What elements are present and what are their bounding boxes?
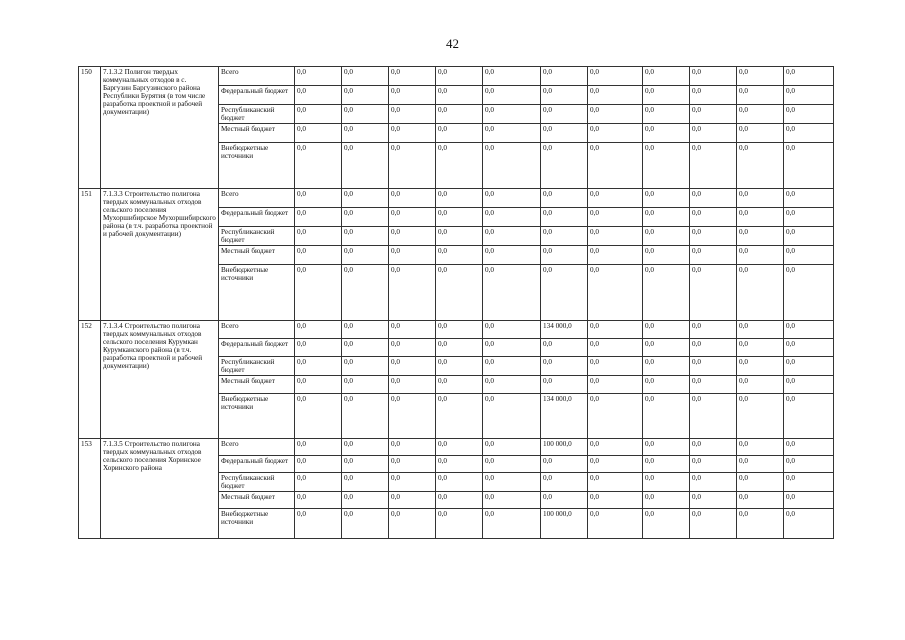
value-cell: 0,0	[784, 124, 834, 143]
value-cell: 0,0	[389, 227, 436, 246]
value-cell: 0,0	[690, 394, 737, 439]
value-cell: 0,0	[541, 143, 588, 189]
row-number: 150	[79, 67, 101, 189]
value-cell: 0,0	[389, 189, 436, 208]
table-row	[79, 67, 834, 86]
value-cell: 0,0	[342, 509, 389, 539]
value-cell: 0,0	[483, 394, 541, 439]
value-cell: 0,0	[690, 67, 737, 86]
value-cell: 0,0	[389, 339, 436, 357]
funding-source: Внебюджетные источники	[219, 509, 295, 539]
value-cell: 0,0	[389, 143, 436, 189]
value-cell: 0,0	[342, 105, 389, 124]
value-cell: 0,0	[295, 456, 342, 473]
value-cell: 0,0	[784, 439, 834, 456]
value-cell: 0,0	[737, 189, 784, 208]
value-cell: 0,0	[389, 105, 436, 124]
value-cell: 0,0	[389, 67, 436, 86]
value-cell: 0,0	[737, 357, 784, 376]
measure-name: 7.1.3.4 Строительство полигона твердых коммунальных отходов сельского поселения Курумкан Курумканского района (в т.ч. разработка проектной и рабочей документации)	[101, 321, 219, 439]
value-cell: 0,0	[541, 456, 588, 473]
value-cell: 0,0	[737, 208, 784, 227]
measure-name: 7.1.3.2 Полигон твердых коммунальных отходов в с. Баргузин Баргузинского района Республики Бурятия (в том числе разработка проектной и рабочей документации)	[101, 67, 219, 189]
value-cell: 0,0	[737, 67, 784, 86]
value-cell: 0,0	[295, 189, 342, 208]
funding-source: Всего	[219, 189, 295, 208]
value-cell: 0,0	[342, 208, 389, 227]
value-cell: 0,0	[643, 143, 690, 189]
value-cell: 0,0	[541, 265, 588, 321]
value-cell: 0,0	[389, 456, 436, 473]
value-cell: 0,0	[690, 321, 737, 339]
value-cell: 0,0	[389, 492, 436, 509]
value-cell: 0,0	[436, 67, 483, 86]
value-cell: 0,0	[436, 394, 483, 439]
value-cell: 0,0	[690, 189, 737, 208]
value-cell: 0,0	[643, 439, 690, 456]
value-cell: 0,0	[690, 124, 737, 143]
value-cell: 0,0	[342, 143, 389, 189]
funding-source: Всего	[219, 439, 295, 456]
value-cell: 0,0	[389, 357, 436, 376]
funding-source: Федеральный бюджет	[219, 339, 295, 357]
value-cell: 0,0	[690, 208, 737, 227]
value-cell: 0,0	[690, 246, 737, 265]
value-cell: 0,0	[643, 456, 690, 473]
value-cell: 0,0	[690, 265, 737, 321]
value-cell: 0,0	[295, 67, 342, 86]
value-cell: 0,0	[588, 143, 643, 189]
funding-source: Местный бюджет	[219, 246, 295, 265]
value-cell: 100 000,0	[541, 439, 588, 456]
value-cell: 0,0	[483, 492, 541, 509]
value-cell: 0,0	[588, 357, 643, 376]
value-cell: 0,0	[588, 339, 643, 357]
value-cell: 0,0	[737, 509, 784, 539]
funding-source: Всего	[219, 321, 295, 339]
value-cell: 0,0	[643, 509, 690, 539]
value-cell: 0,0	[295, 357, 342, 376]
funding-source: Внебюджетные источники	[219, 143, 295, 189]
value-cell: 0,0	[541, 67, 588, 86]
value-cell: 0,0	[295, 86, 342, 105]
value-cell: 0,0	[342, 492, 389, 509]
funding-source: Внебюджетные источники	[219, 265, 295, 321]
value-cell: 0,0	[690, 473, 737, 492]
value-cell: 0,0	[483, 473, 541, 492]
value-cell: 0,0	[643, 492, 690, 509]
value-cell: 0,0	[784, 473, 834, 492]
value-cell: 0,0	[643, 339, 690, 357]
value-cell: 0,0	[784, 67, 834, 86]
value-cell: 0,0	[588, 265, 643, 321]
value-cell: 0,0	[483, 227, 541, 246]
value-cell: 0,0	[342, 439, 389, 456]
value-cell: 0,0	[588, 509, 643, 539]
value-cell: 0,0	[643, 124, 690, 143]
value-cell: 0,0	[483, 321, 541, 339]
value-cell: 0,0	[588, 439, 643, 456]
value-cell: 0,0	[784, 376, 834, 394]
value-cell: 0,0	[784, 246, 834, 265]
funding-source: Республиканский бюджет	[219, 473, 295, 492]
value-cell: 0,0	[342, 265, 389, 321]
value-cell: 0,0	[737, 321, 784, 339]
value-cell: 0,0	[483, 339, 541, 357]
row-number: 152	[79, 321, 101, 439]
funding-source: Федеральный бюджет	[219, 456, 295, 473]
value-cell: 0,0	[643, 265, 690, 321]
value-cell: 0,0	[342, 376, 389, 394]
value-cell: 100 000,0	[541, 509, 588, 539]
value-cell: 0,0	[436, 376, 483, 394]
table-row	[79, 321, 834, 339]
value-cell: 0,0	[389, 439, 436, 456]
value-cell: 0,0	[588, 86, 643, 105]
value-cell: 0,0	[784, 492, 834, 509]
value-cell: 0,0	[295, 124, 342, 143]
value-cell: 0,0	[737, 86, 784, 105]
value-cell: 0,0	[295, 143, 342, 189]
value-cell: 0,0	[643, 208, 690, 227]
value-cell: 0,0	[436, 473, 483, 492]
value-cell: 0,0	[295, 492, 342, 509]
value-cell: 0,0	[690, 492, 737, 509]
value-cell: 0,0	[436, 208, 483, 227]
value-cell: 0,0	[436, 456, 483, 473]
value-cell: 0,0	[541, 339, 588, 357]
value-cell: 0,0	[342, 189, 389, 208]
value-cell: 0,0	[690, 143, 737, 189]
value-cell: 0,0	[737, 492, 784, 509]
value-cell: 0,0	[389, 509, 436, 539]
value-cell: 0,0	[436, 265, 483, 321]
value-cell: 0,0	[588, 394, 643, 439]
value-cell: 0,0	[784, 394, 834, 439]
value-cell: 0,0	[342, 456, 389, 473]
value-cell: 0,0	[295, 376, 342, 394]
value-cell: 0,0	[643, 246, 690, 265]
value-cell: 0,0	[295, 339, 342, 357]
value-cell: 0,0	[295, 473, 342, 492]
value-cell: 0,0	[295, 321, 342, 339]
value-cell: 0,0	[295, 394, 342, 439]
value-cell: 0,0	[342, 86, 389, 105]
value-cell: 0,0	[588, 456, 643, 473]
value-cell: 0,0	[389, 86, 436, 105]
row-number: 151	[79, 189, 101, 321]
value-cell: 0,0	[342, 246, 389, 265]
value-cell: 0,0	[389, 321, 436, 339]
funding-source: Республиканский бюджет	[219, 227, 295, 246]
measure-name: 7.1.3.5 Строительство полигона твердых коммунальных отходов сельского поселения Хоринское Хоринского района	[101, 439, 219, 539]
value-cell: 0,0	[483, 357, 541, 376]
funding-source: Местный бюджет	[219, 376, 295, 394]
funding-source: Республиканский бюджет	[219, 105, 295, 124]
funding-source: Внебюджетные источники	[219, 394, 295, 439]
value-cell: 0,0	[389, 124, 436, 143]
value-cell: 0,0	[541, 105, 588, 124]
value-cell: 0,0	[483, 124, 541, 143]
value-cell: 0,0	[295, 246, 342, 265]
value-cell: 0,0	[295, 265, 342, 321]
value-cell: 0,0	[541, 357, 588, 376]
value-cell: 0,0	[436, 509, 483, 539]
value-cell: 0,0	[737, 143, 784, 189]
value-cell: 0,0	[737, 439, 784, 456]
value-cell: 0,0	[483, 246, 541, 265]
value-cell: 0,0	[541, 246, 588, 265]
table-row	[79, 439, 834, 456]
funding-source: Республиканский бюджет	[219, 357, 295, 376]
value-cell: 0,0	[389, 265, 436, 321]
value-cell: 0,0	[342, 124, 389, 143]
value-cell: 0,0	[342, 357, 389, 376]
value-cell: 0,0	[588, 246, 643, 265]
value-cell: 0,0	[588, 376, 643, 394]
value-cell: 0,0	[436, 339, 483, 357]
value-cell: 0,0	[541, 86, 588, 105]
value-cell: 0,0	[784, 321, 834, 339]
value-cell: 0,0	[436, 321, 483, 339]
value-cell: 0,0	[588, 227, 643, 246]
value-cell: 0,0	[588, 105, 643, 124]
value-cell: 0,0	[690, 509, 737, 539]
value-cell: 0,0	[483, 143, 541, 189]
value-cell: 0,0	[541, 189, 588, 208]
value-cell: 0,0	[295, 227, 342, 246]
value-cell: 0,0	[389, 376, 436, 394]
value-cell: 0,0	[389, 208, 436, 227]
value-cell: 0,0	[643, 394, 690, 439]
value-cell: 0,0	[541, 492, 588, 509]
value-cell: 0,0	[784, 189, 834, 208]
value-cell: 0,0	[588, 492, 643, 509]
value-cell: 0,0	[784, 339, 834, 357]
value-cell: 0,0	[483, 189, 541, 208]
value-cell: 0,0	[483, 376, 541, 394]
funding-source: Федеральный бюджет	[219, 208, 295, 227]
value-cell: 0,0	[737, 473, 784, 492]
value-cell: 0,0	[342, 473, 389, 492]
value-cell: 0,0	[784, 265, 834, 321]
value-cell: 0,0	[342, 321, 389, 339]
value-cell: 0,0	[342, 394, 389, 439]
value-cell: 0,0	[737, 246, 784, 265]
value-cell: 0,0	[690, 339, 737, 357]
value-cell: 0,0	[483, 86, 541, 105]
value-cell: 0,0	[541, 124, 588, 143]
value-cell: 0,0	[295, 439, 342, 456]
value-cell: 0,0	[737, 456, 784, 473]
value-cell: 0,0	[541, 227, 588, 246]
value-cell: 0,0	[483, 208, 541, 227]
value-cell: 0,0	[342, 227, 389, 246]
value-cell: 0,0	[541, 376, 588, 394]
value-cell: 0,0	[588, 189, 643, 208]
value-cell: 0,0	[643, 321, 690, 339]
value-cell: 0,0	[784, 509, 834, 539]
funding-source: Федеральный бюджет	[219, 86, 295, 105]
value-cell: 0,0	[389, 473, 436, 492]
value-cell: 0,0	[784, 143, 834, 189]
value-cell: 0,0	[784, 227, 834, 246]
value-cell: 0,0	[483, 105, 541, 124]
value-cell: 0,0	[643, 227, 690, 246]
value-cell: 0,0	[690, 105, 737, 124]
value-cell: 0,0	[737, 394, 784, 439]
value-cell: 0,0	[436, 492, 483, 509]
value-cell: 0,0	[737, 124, 784, 143]
funding-source: Всего	[219, 67, 295, 86]
value-cell: 0,0	[643, 473, 690, 492]
value-cell: 0,0	[295, 509, 342, 539]
value-cell: 0,0	[690, 357, 737, 376]
value-cell: 0,0	[541, 473, 588, 492]
measure-name: 7.1.3.3 Строительство полигона твердых коммунальных отходов сельского поселения Мухоршибирское Мухоршибирского района (в т.ч. разработка проектной и рабочей документации)	[101, 189, 219, 321]
value-cell: 0,0	[588, 124, 643, 143]
value-cell: 0,0	[643, 67, 690, 86]
value-cell: 0,0	[342, 67, 389, 86]
value-cell: 0,0	[690, 439, 737, 456]
value-cell: 0,0	[436, 189, 483, 208]
value-cell: 0,0	[643, 357, 690, 376]
value-cell: 0,0	[389, 246, 436, 265]
value-cell: 0,0	[690, 376, 737, 394]
value-cell: 0,0	[588, 208, 643, 227]
table-row	[79, 189, 834, 208]
value-cell: 0,0	[436, 143, 483, 189]
value-cell: 0,0	[436, 124, 483, 143]
value-cell: 0,0	[588, 321, 643, 339]
value-cell: 0,0	[483, 67, 541, 86]
value-cell: 134 000,0	[541, 394, 588, 439]
value-cell: 0,0	[737, 376, 784, 394]
funding-source: Местный бюджет	[219, 124, 295, 143]
value-cell: 0,0	[342, 339, 389, 357]
value-cell: 0,0	[690, 86, 737, 105]
value-cell: 0,0	[436, 227, 483, 246]
value-cell: 0,0	[483, 439, 541, 456]
value-cell: 0,0	[784, 208, 834, 227]
value-cell: 0,0	[643, 376, 690, 394]
page-number: 42	[446, 36, 459, 51]
value-cell: 0,0	[690, 456, 737, 473]
value-cell: 0,0	[737, 105, 784, 124]
value-cell: 134 000,0	[541, 321, 588, 339]
value-cell: 0,0	[784, 456, 834, 473]
value-cell: 0,0	[588, 67, 643, 86]
value-cell: 0,0	[295, 105, 342, 124]
value-cell: 0,0	[483, 456, 541, 473]
value-cell: 0,0	[784, 86, 834, 105]
value-cell: 0,0	[436, 105, 483, 124]
value-cell: 0,0	[737, 227, 784, 246]
value-cell: 0,0	[737, 339, 784, 357]
funding-source: Местный бюджет	[219, 492, 295, 509]
value-cell: 0,0	[588, 473, 643, 492]
value-cell: 0,0	[737, 265, 784, 321]
value-cell: 0,0	[483, 509, 541, 539]
value-cell: 0,0	[389, 394, 436, 439]
value-cell: 0,0	[436, 246, 483, 265]
value-cell: 0,0	[690, 227, 737, 246]
value-cell: 0,0	[541, 208, 588, 227]
value-cell: 0,0	[784, 357, 834, 376]
value-cell: 0,0	[295, 208, 342, 227]
value-cell: 0,0	[784, 105, 834, 124]
budget-table	[78, 66, 834, 539]
value-cell: 0,0	[483, 265, 541, 321]
value-cell: 0,0	[643, 105, 690, 124]
value-cell: 0,0	[643, 86, 690, 105]
value-cell: 0,0	[436, 439, 483, 456]
row-number: 153	[79, 439, 101, 539]
value-cell: 0,0	[436, 357, 483, 376]
value-cell: 0,0	[643, 189, 690, 208]
value-cell: 0,0	[436, 86, 483, 105]
